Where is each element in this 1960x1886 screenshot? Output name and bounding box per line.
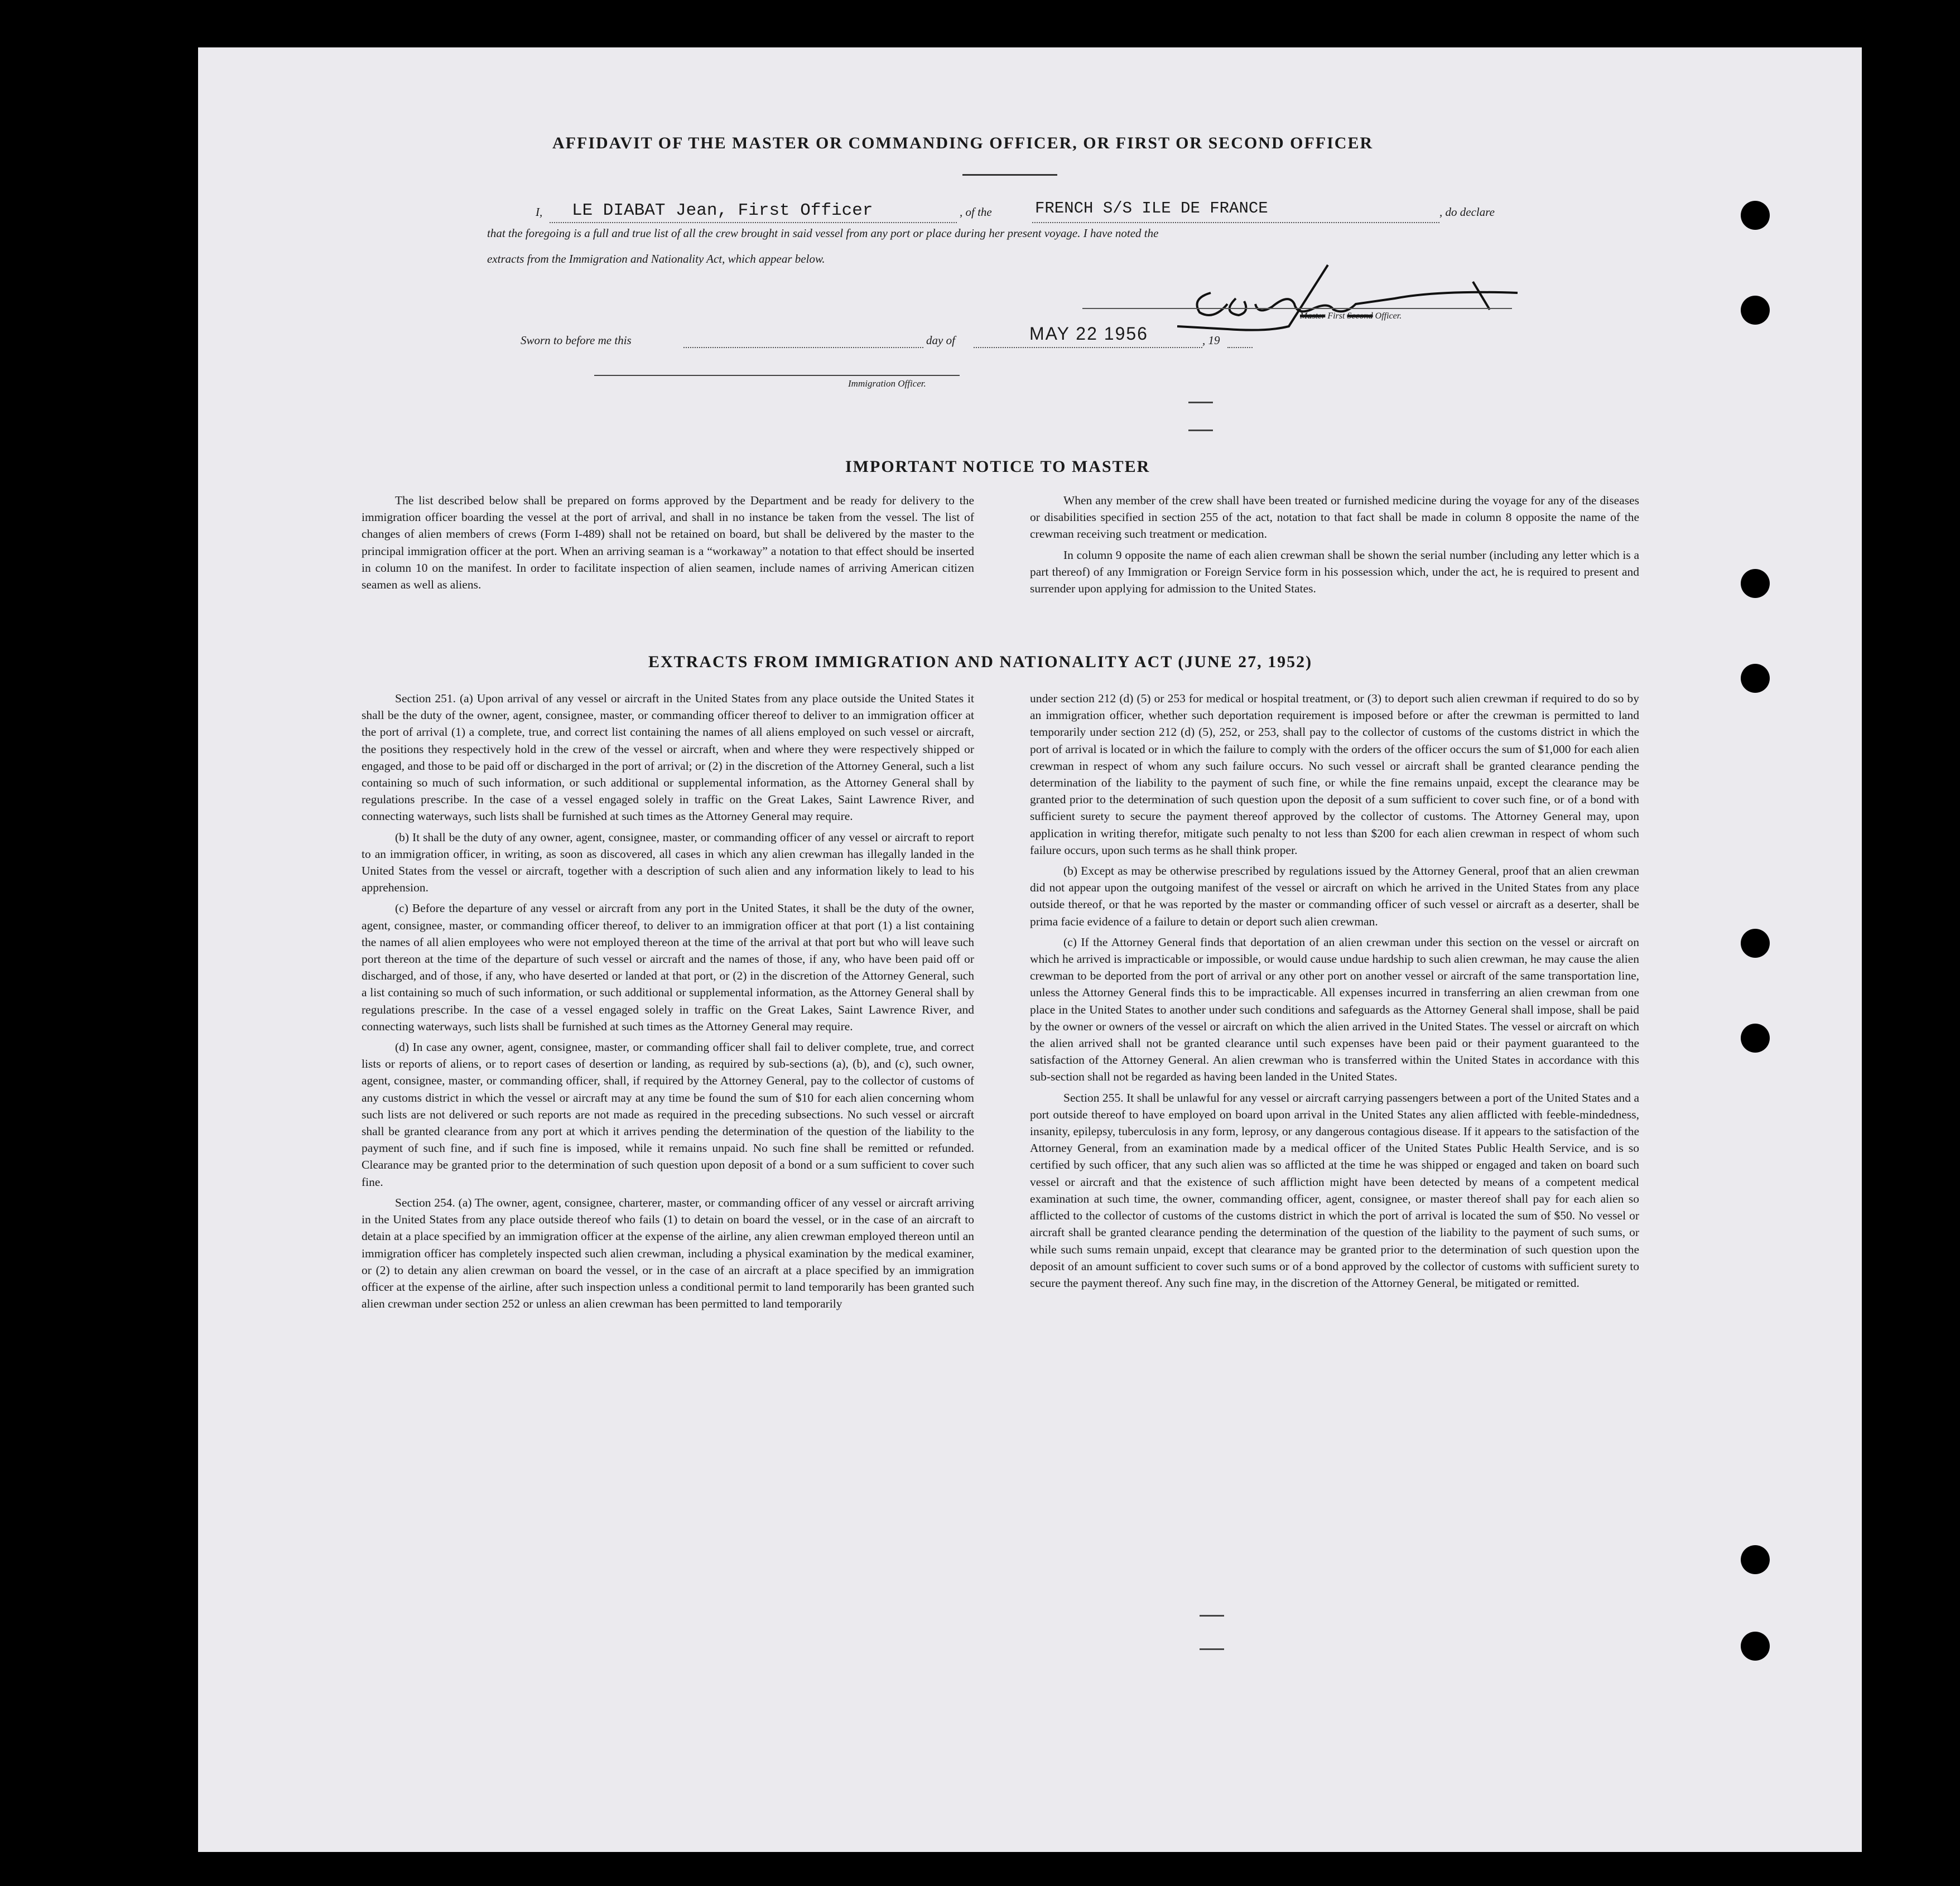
vessel-name: FRENCH S/S ILE DE FRANCE [1035,199,1268,218]
affidavit-title: AFFIDAVIT OF THE MASTER OR COMMANDING OFFICER, OR FIRST OR SECOND OFFICER [552,134,1374,152]
extracts-title: EXTRACTS FROM IMMIGRATION AND NATIONALITY ACT (JUNE 27, 1952) [648,653,1313,671]
notice-title: IMPORTANT NOTICE TO MASTER [845,457,1150,476]
sworn-label: Sworn to before me this [521,334,632,347]
year-rule [1227,347,1253,348]
section-254c: (c) If the Attorney General finds that deportation of an alien crewman under this section on the vessel or aircraft on which he arrived is impracticable or impossible, or would cause undue hardship to such alien crewman, he may cause the alien crewman to be deported from the port of arrival or any other port on another vessel or aircraft of the same transportation line, unless the Attorney General finds this to be impracticable. All expenses incurred in transferring an alien crewman from one place in the United States to another under such conditions and safeguards as the Attorney General shall impose, shall be paid by the owner or owners of the vessel or aircraft on which the alien arrived in the United States. The vessel or aircraft on which the alien arrived shall not be granted clearance until such expenses have been paid or their payment guaranteed to the satisfaction of the Attorney General. An alien crewman who is transferred within the United States in accordance with this sub-section shall not be regarded as having been landed in the United States. [1030,935,1639,1084]
officer-caption [1300,311,1402,321]
name-rule [550,222,957,223]
section-254b: (b) Except as may be otherwise prescribed by regulations issued by the Attorney General, proof that an alien crewman did not appear upon the outgoing manifest of the vessel or aircraft on which he arrived in the United States from any place outside thereof, or that he was reported by the master or commanding officer of such vessel or aircraft as a deserter, shall be prima facie evidence of a failure to detain or deport such alien crewman. [1030,864,1639,928]
title-underline [962,174,1057,176]
sworn-rule [683,347,923,348]
section-251a: Section 251. (a) Upon arrival of any vessel or aircraft in the United States from any place outside the United States it shall be the duty of the owner, agent, consignee, master, or commanding officer thereof to deliver to an immigration officer at the port of arrival (1) a complete, true, and correct list containing the names of all aliens employed on such vessel or aircraft, the positions they respectively hold in the crew of the vessel or aircraft, when and where they were respectively shipped or engaged, and those to be paid off or discharged in the port of arrival; or (2) in the discretion of the Attorney General, such a list containing so much of such information, or such additional or supplemental information, as the Attorney General shall by regulations prescribe. In the case of a vessel engaged solely in traffic on the Great Lakes, Saint Lawrence River, and connecting waterways, such lists shall be furnished at such times as the Attorney General may require. [362,692,974,823]
officer-name: LE DIABAT Jean, First Officer [572,201,873,220]
margin-dash [1200,1648,1224,1650]
vessel-rule [1032,222,1439,223]
notice-left-column [362,492,974,597]
of-the-label: , of the [960,205,992,219]
extracts-left-column [362,690,974,1316]
notice-right-paragraph-2: In column 9 opposite the name of each alien crewman shall be shown the serial number (including any letter which is a part thereof) of any Immigration or Foreign Service form in his possession which, under the act, he is required to present and surrender upon applying for admission to the United States. [1030,548,1639,596]
margin-dash [1188,430,1213,431]
affidavit-line3: extracts from the Immigration and Nationality Act, which appear below. [487,252,825,266]
section-254a-continued: under section 212 (d) (5) or 253 for medical or hospital treatment, or (3) to deport such alien crewman if required to do so by an immigration officer, whether such deportation requirement is imposed before or after the crewman is permitted to land temporarily under section 212 (d) (5), 252, or 253, shall pay to the collector of customs of the customs district in which the port of arrival is located or in which the failure to comply with the orders of the officer occurs the sum of $1,000 for each alien crewman in respect of whom any such failure occurs. No such vessel or aircraft shall be granted clearance pending the determination of the liability to the payment of such fine, or while the fine remains unpaid, except the clearance may be granted prior to the determination of such question upon the deposit of a sum sufficient to cover such fine, or of a bond with sufficient surety to secure the payment thereof approved by the collector of customs. The Attorney General may, upon application in writing therefor, mitigate such penalty to not less than $200 for each alien crewman in respect of whom such failure occurs, upon such terms as he shall think proper. [1030,692,1639,857]
affidavit-line1-prefix: I, [536,205,543,219]
struck-second: Second [1347,311,1373,321]
year-suffix: , 19 [1202,334,1220,347]
section-255: Section 255. It shall be unlawful for any vessel or aircraft carrying passengers between a port of the United States and a port outside thereof to have employed on board upon arrival in the United States any alien afflicted with feeble-mindedness, insanity, epilepsy, tuberculosis in any form, leprosy, or any dangerous contagious disease. If it appears to the satisfaction of the Attorney General, from an examination made by a medical officer of the United States Public Health Service, and is so certified by such officer, that any such alien was so afflicted at the time he was shipped or engaged and taken on board such vessel or aircraft and that the existence of such affliction might have been detected by means of a competent medical examination at such time, the owner, commanding officer, agent, consignee, or master thereof shall pay for each alien so afflicted to the collector of customs of the customs district in which the port of arrival is located the sum of $50. No vessel or aircraft shall be granted clearance pending the determination of the question of the liability to the payment of such sums, or while such sums remain unpaid, except that clearance may be granted prior to the determination of such question upon the deposit of an amount sufficient to cover such sums or of a bond approved by the collector of customs with sufficient surety to secure the payment thereof. Any such fine may, in the discretion of the Attorney General, be mitigated or remitted. [1030,1091,1639,1290]
binder-hole [1741,664,1770,693]
binder-hole [1741,296,1770,325]
caption-first: First [1327,311,1345,321]
notice-right-column [1030,492,1639,601]
binder-hole [1741,1632,1770,1661]
date-rule [974,347,1202,348]
binder-hole [1741,1545,1770,1574]
binder-hole [1741,569,1770,598]
binder-hole [1741,929,1770,958]
section-254a: Section 254. (a) The owner, agent, consignee, charterer, master, or commanding officer of any vessel or aircraft arriving in the United States from any place outside thereof who fails (1) to detain on board the vessel, or in the case of an aircraft to detain at a place specified by an immigration officer at the expense of the airline, any alien crewman employed thereon until an immigration officer has completely inspected such alien crewman, including a physical examination by the medical examiner, or (2) to detain any alien crewman on board the vessel, or in the case of an aircraft at a place specified by an immigration officer at the expense of the airline, after such inspection unless a conditional permit to land temporarily has been granted such alien crewman under section 252 or unless an alien crewman has been permitted to land temporarily [362,1195,974,1311]
notice-right-paragraph-1: When any member of the crew shall have been treated or furnished medicine during the voyage for any of the diseases or disabilities specified in section 255 of the act, notation to that fact shall be made in column 8 opposite the name of the crewman receiving such treatment or medication. [1030,494,1639,541]
struck-master: Master [1300,311,1326,321]
section-251b: (b) It shall be the duty of any owner, agent, consignee, master, or commanding officer of any vessel or aircraft to report to an immigration officer, in writing, as soon as discovered, all cases in which any alien crewman has illegally landed in the United States from the vessel or aircraft, together with a description of such alien and any information likely to lead to his apprehension. [362,830,974,895]
caption-officer: Officer. [1375,311,1402,321]
immigration-officer-line [594,375,960,376]
binder-hole [1741,201,1770,230]
margin-dash [1200,1615,1224,1617]
stamped-date: MAY 22 1956 [1029,324,1148,344]
do-declare-label: , do declare [1439,205,1495,219]
extracts-right-column [1030,690,1639,1295]
immigration-officer-caption: Immigration Officer. [848,378,926,389]
section-251d: (d) In case any owner, agent, consignee, master, or commanding officer shall fail to deliver complete, true, and correct lists or reports of aliens, or to report cases of desertion or landing, as required by sub-sections (a), (b), and (c), such owner, agent, consignee, master, or commanding officer, shall, if required by the Attorney General, pay to the collector of customs of any customs district in which the vessel or aircraft may at any time be found the sum of $10 for each alien concerning whom such lists are not delivered or such reports are not made as required in the preceding subsections. No such vessel or aircraft shall be granted clearance from any port at which it arrives pending the determination of the question of the liability to the payment of such fine, and if such fine is imposed, while it remains unpaid. No such fine shall be remitted or refunded. Clearance may be granted prior to the determination of such question upon deposit of a bond or a sum sufficient to cover such fine. [362,1040,974,1189]
binder-hole [1741,1024,1770,1053]
signature-line [1082,308,1512,309]
notice-left-paragraph: The list described below shall be prepared on forms approved by the Department and be ready for delivery to the immigration officer boarding the vessel at the port of arrival, and shall in no instance be taken from the vessel. The list of changes of alien members of crews (Form I-489) shall not be retained on board, but shall be delivered by the master to the principal immigration officer at the port. When an arriving seaman is a “workaway” a notation to that effect should be inserted in column 10 on the manifest. In order to facilitate inspection of alien seamen, include names of arriving American citizen seamen as well as aliens. [362,494,974,592]
margin-dash [1188,402,1213,403]
day-of-label: day of [926,334,955,347]
section-251c: (c) Before the departure of any vessel or aircraft from any port in the United States, it shall be the duty of the owner, agent, consignee, master, or commanding officer thereof, to deliver to an immigration officer at that port (1) a list containing the names of all alien employees who were not employed thereon at the time of the arrival at that port but who will leave such port thereon at the time of the departure of such vessel or aircraft and the names of those, if any, who have been paid off or discharged, and of those, if any, who have deserted or landed at that port, or (2) in the discretion of the Attorney General, such a list containing so much of such information, or such additional or supplemental information, as the Attorney General shall by regulations prescribe. In the case of a vessel engaged solely in traffic on the Great Lakes, Saint Lawrence River, and connecting waterways, such lists shall be furnished at such times as the Attorney General may require. [362,901,974,1033]
officer-signature [1160,259,1529,337]
affidavit-line2: that the foregoing is a full and true list of all the crew brought in said vessel from any port or place during her present voyage. I have noted the [487,226,1159,240]
